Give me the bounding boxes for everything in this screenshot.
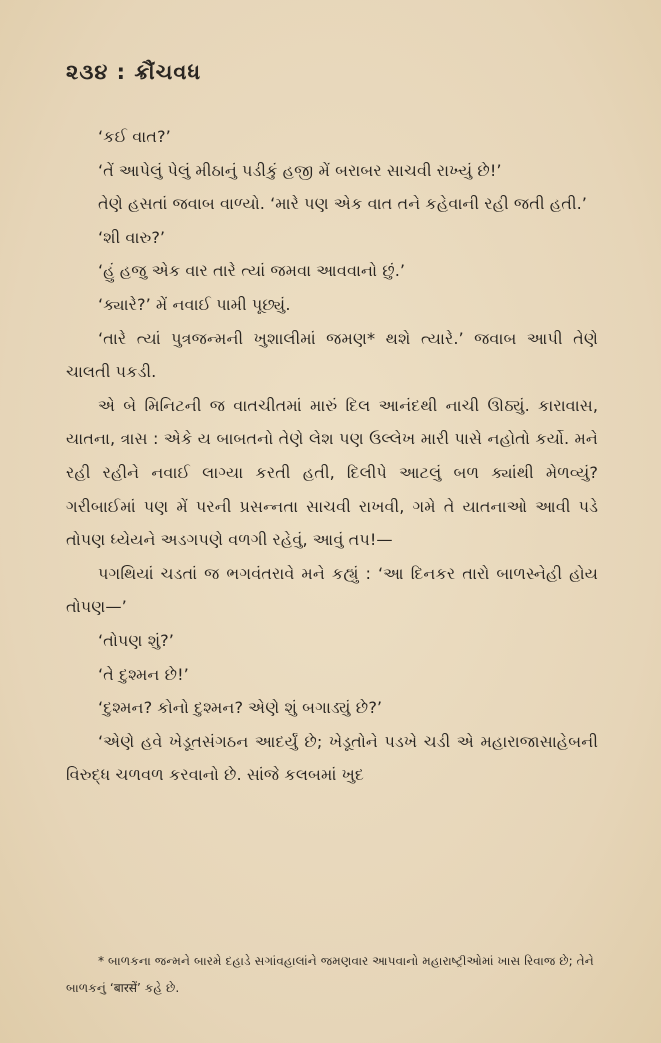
paragraph: ‘શી વારુ?’	[98, 227, 166, 247]
footnote-text: * બાળકના જન્મને બારમે દહાડે સગાંવહાલાંને જમણવાર આપવાનો મહારાષ્ટ્રીઓમાં ખાસ રિવાજ છે; તેને બાળકનું ‘बारसें’ કહે છે.	[66, 954, 594, 995]
header-separator: :	[116, 60, 127, 84]
paragraph: ‘હું હજુ એક વાર તારે ત્યાં જમવા આવવાનો છું.’	[98, 261, 406, 281]
paragraph: ‘કઈ વાત?’	[98, 127, 171, 146]
paragraph: એ બે મિનિટની જ વાતચીતમાં મારું દિલ આનંદથી નાચી ઊઠ્યું. કારાવાસ, યાતના, ત્રાસ : એકે ય બાબતનો તેણે લેશ પણ ઉલ્લેખ મારી પાસે નહોતો કર્યો. મને રહી રહીને નવાઈ લાગ્યા કરતી હતી, દિલીપે આટલું બળ ક્યાંથી મેળવ્યું? ગરીબાઈમાં પણ મેં પરની પ્રસન્નતા સાચવી રાખવી, ગમે તે યાતનાઓ આવી પડે તોપણ ધ્યેયને અડગપણે વળગી રહેવું, આવું તપ!—	[66, 395, 598, 550]
paragraph: ‘દુશ્મન? કોનો દુશ્મન? એણે શું બગાડ્યું છે?’	[98, 698, 383, 718]
main-text	[66, 120, 598, 792]
running-header	[66, 60, 201, 85]
book-title: ક્રૌંચવધ	[134, 60, 202, 84]
paragraph: ‘તેં આપેલું પેલું મીઠાનું પડીકું હજી મેં બરાબર સાચવી રાખ્યું છે!’	[98, 160, 502, 180]
paragraph: તેણે હસતાં જવાબ વાળ્યો. ‘મારે પણ એક વાત તને કહેવાની રહી જતી હતી.’	[98, 194, 587, 214]
page-number: ૨૩૪	[66, 60, 109, 84]
paragraph: ‘તે દુશ્મન છે!’	[98, 664, 189, 684]
paragraph: પગથિયાં ચડતાં જ ભગવંતરાવે મને કહ્યું : ‘આ દિનકર તારો બાળસ્નેહી હોય તોપણ—’	[66, 563, 598, 617]
paragraph: ‘તારે ત્યાં પુત્રજન્મની ખુશાલીમાં જમણ* થશે ત્યારે.’ જવાબ આપી તેણે ચાલતી પકડી.	[66, 328, 598, 382]
footnote	[66, 948, 600, 1002]
paragraph: ‘ક્યારે?’ મેં નવાઈ પામી પૂછ્યું.	[98, 294, 291, 314]
paragraph: ‘એણે હવે ખેડૂતસંગઠન આદર્યું છે; ખેડૂતોને પડખે ચડી એ મહારાજાસાહેબની વિરુદ્ધ ચળવળ કરવાનો છે. સાંજે કલબમાં ખુદ	[66, 731, 598, 785]
paragraph: ‘તોપણ શું?’	[98, 630, 174, 650]
